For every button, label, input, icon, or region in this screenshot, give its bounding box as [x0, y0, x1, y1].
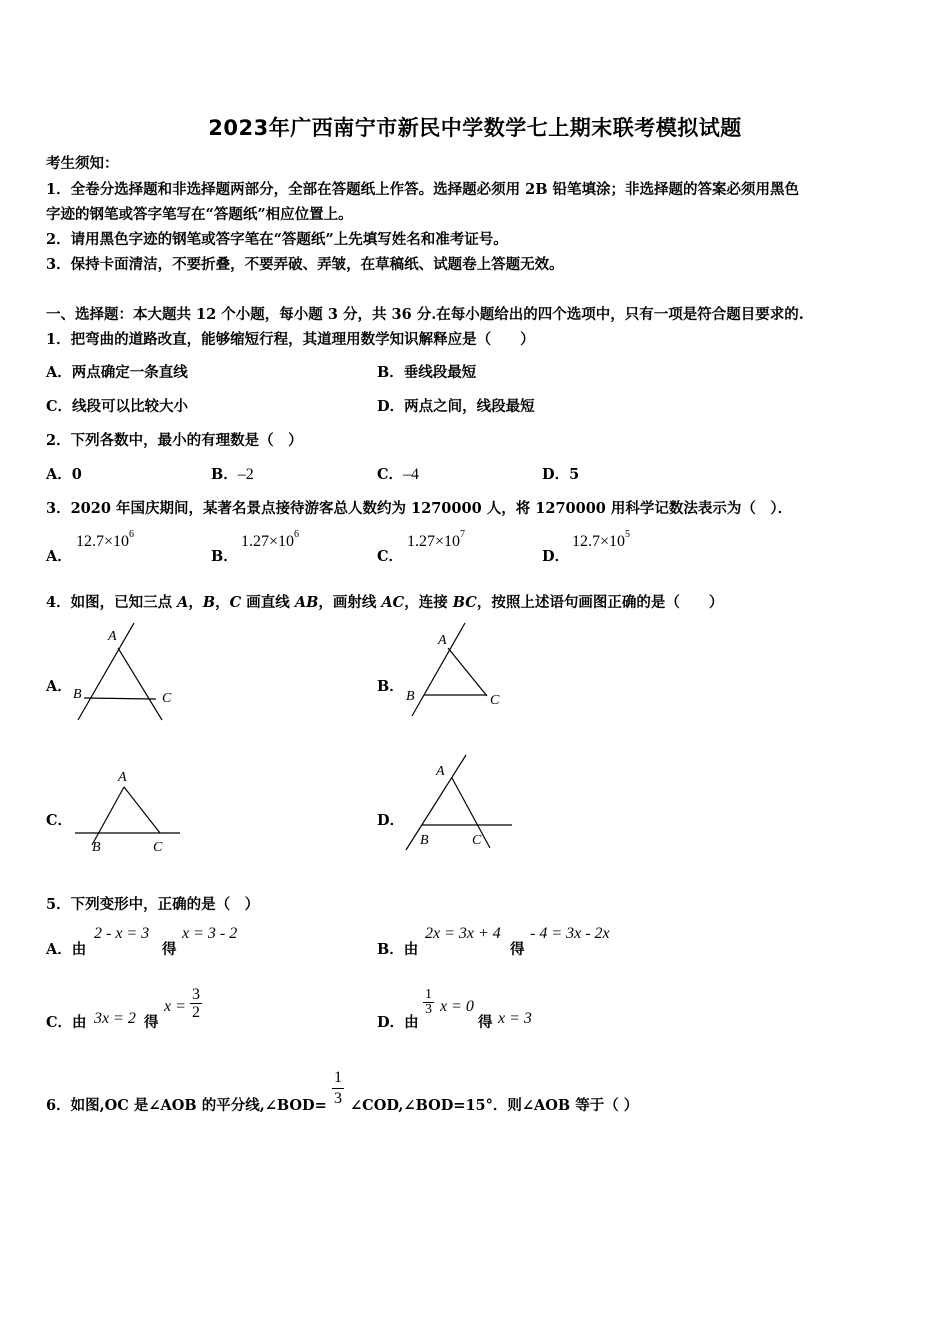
sci-base: 12.7×10 [572, 533, 626, 550]
option-value: –2 [237, 466, 254, 483]
option-value: 5 [569, 466, 580, 483]
point-c-label: C [162, 691, 172, 706]
notice-item-1-line-1: 1．全卷分选择题和非选择题两部分，全部在答题纸上作答。选择题必须用 2B 铅笔填涂；非选择题的答案必须用黑色 [46, 181, 800, 198]
point-c-label: C [153, 840, 163, 855]
question-5-option-d-to: x = 3 [498, 1010, 532, 1027]
question-3-option-a-value[interactable] [76, 529, 135, 551]
question-6-fraction [332, 1068, 344, 1109]
sci-exponent: 6 [294, 529, 300, 540]
question-1-stem: 1．把弯曲的道路改直，能够缩短行程，其道理用数学知识解释应是（ ） [46, 331, 535, 348]
question-4-figure-a[interactable] [70, 620, 180, 725]
question-5-option-d-from: x = 0 [440, 998, 474, 1015]
question-1-option-a[interactable]: A．两点确定一条直线 [46, 364, 188, 381]
option-label: B． [211, 466, 238, 483]
question-4-option-d-label[interactable]: D． [377, 812, 405, 829]
question-5-option-b-from: 2x = 3x + 4 [425, 925, 501, 942]
point-c-label: C [490, 693, 500, 708]
question-3-option-b-value[interactable] [241, 529, 300, 551]
question-5-stem: 5．下列变形中，正确的是（ ） [46, 896, 260, 913]
line-ab [78, 623, 134, 720]
notice-heading: 考生须知： [46, 155, 119, 172]
question-1-option-d[interactable]: D．两点之间，线段最短 [377, 398, 535, 415]
sci-base: 1.27×10 [407, 533, 461, 550]
question-2-option-b[interactable] [211, 463, 254, 484]
question-5-option-d-mid: 得 [478, 1014, 493, 1031]
question-2-option-a[interactable] [46, 463, 82, 484]
point-b-label: B [92, 840, 101, 855]
question-2-stem: 2．下列各数中，最小的有理数是（ ） [46, 432, 303, 449]
fraction-denominator: 3 [425, 1002, 432, 1017]
question-3-option-c-value[interactable] [407, 529, 466, 551]
question-4-figure-b[interactable] [400, 620, 510, 725]
question-5-option-b-label[interactable]: B．由 [377, 941, 419, 958]
question-6-stem-pre: 6．如图,OC 是∠AOB 的平分线,∠BOD= [46, 1097, 327, 1114]
question-4-option-a-label[interactable]: A． [46, 678, 72, 695]
point-c-label: C [472, 833, 482, 848]
stem-text: 画直线 [241, 594, 295, 611]
point-label: B [202, 594, 216, 611]
stem-text: ， [215, 594, 230, 611]
question-5-option-a-to: x = 3 - 2 [182, 925, 238, 942]
option-label: C． [377, 466, 404, 483]
stem-text: ，按照上述语句画图正确的是（ ） [476, 594, 724, 611]
point-label: C [229, 594, 242, 611]
question-3-stem: 3．2020 年国庆期间，某著名景点接待游客总人数约为 1270000 人，将 1270000 用科学记数法表示为（ ）． [46, 500, 793, 517]
option-label: A． [46, 466, 72, 483]
question-5-option-d-fraction [423, 988, 434, 1017]
question-3-option-d-value[interactable] [572, 529, 631, 551]
question-2-option-d[interactable] [542, 463, 579, 484]
sci-base: 1.27×10 [241, 533, 295, 550]
ray-ac [124, 787, 160, 833]
segment-ab [92, 787, 124, 845]
fraction-denominator: 3 [334, 1090, 342, 1107]
sci-exponent: 6 [129, 529, 135, 540]
question-5-option-a-from: 2 - x = 3 [94, 925, 150, 942]
section-heading: 一、选择题：本大题共 12 个小题，每小题 3 分，共 36 分.在每小题给出的四个选项中，只有一项是符合题目要求的. [46, 306, 804, 323]
question-5-option-c-fraction [190, 986, 202, 1021]
question-3-option-b-label[interactable]: B． [211, 548, 238, 565]
fraction-denominator: 2 [192, 1004, 200, 1021]
point-a-label: A [118, 770, 127, 785]
point-b-label: B [73, 687, 82, 702]
fraction-numerator: 1 [425, 987, 432, 1002]
question-5-option-c-mid: 得 [144, 1014, 159, 1031]
option-value: –4 [403, 466, 420, 483]
question-4-stem [46, 591, 723, 612]
question-3-option-d-label[interactable]: D． [542, 548, 570, 565]
question-5-option-c-to: x = [164, 998, 186, 1015]
question-1-option-b[interactable]: B．垂线段最短 [377, 364, 477, 381]
fraction-numerator: 1 [332, 1068, 344, 1089]
question-1-option-c[interactable]: C．线段可以比较大小 [46, 398, 189, 415]
line-label: AB [294, 594, 319, 611]
question-4-figure-c[interactable] [70, 765, 185, 860]
sci-base: 12.7×10 [76, 533, 130, 550]
segment-bc [84, 698, 156, 699]
question-3-option-a-label[interactable]: A． [46, 548, 72, 565]
ray-ac [118, 648, 162, 720]
stem-text: ，画射线 [318, 594, 382, 611]
question-2-option-c[interactable] [377, 463, 419, 484]
question-6-stem-post: ∠COD,∠BOD=15°．则∠AOB 等于（ ） [350, 1097, 639, 1114]
ray-ac [448, 648, 487, 696]
stem-text: 4．如图，已知三点 [46, 594, 178, 611]
question-5-option-a-mid: 得 [162, 941, 177, 958]
ray-label: AC [381, 594, 405, 611]
fraction-numerator: 3 [192, 986, 200, 1003]
option-label: D． [542, 466, 570, 483]
point-b-label: B [420, 833, 429, 848]
page-title: 2023年广西南宁市新民中学数学七上期末联考模拟试题 [208, 116, 742, 140]
question-5-option-a-label[interactable]: A．由 [46, 941, 87, 958]
question-4-figure-d[interactable] [400, 752, 520, 854]
question-4-option-b-label[interactable]: B． [377, 678, 404, 695]
point-a-label: A [108, 629, 117, 644]
segment-label: BC [452, 594, 477, 611]
point-a-label: A [438, 633, 447, 648]
ray-ac [452, 778, 490, 848]
question-5-option-b-mid: 得 [510, 941, 525, 958]
notice-item-2: 2．请用黑色字迹的钢笔或答字笔在“答题纸”上先填写姓名和准考证号。 [46, 231, 508, 248]
sci-exponent: 7 [460, 529, 466, 540]
point-label: A [177, 594, 189, 611]
stem-text: ， [188, 594, 203, 611]
question-5-option-c-label[interactable]: C．由 [46, 1014, 87, 1031]
notice-item-3: 3．保持卡面清洁，不要折叠，不要弄破、弄皱，在草稿纸、试题卷上答题无效。 [46, 256, 564, 273]
question-4-option-c-label[interactable]: C． [46, 812, 73, 829]
question-5-option-d-label[interactable]: D．由 [377, 1014, 419, 1031]
point-a-label: A [436, 764, 445, 779]
question-5-option-c-from: 3x = 2 [94, 1010, 136, 1027]
question-3-option-c-label[interactable]: C． [377, 548, 404, 565]
notice-item-1-line-2: 字迹的钢笔或答字笔写在“答题纸”相应位置上。 [46, 206, 353, 223]
option-value: 0 [71, 466, 82, 483]
sci-exponent: 5 [625, 529, 631, 540]
point-b-label: B [406, 689, 415, 704]
question-5-option-b-to: - 4 = 3x - 2x [530, 925, 610, 942]
stem-text: ，连接 [404, 594, 453, 611]
